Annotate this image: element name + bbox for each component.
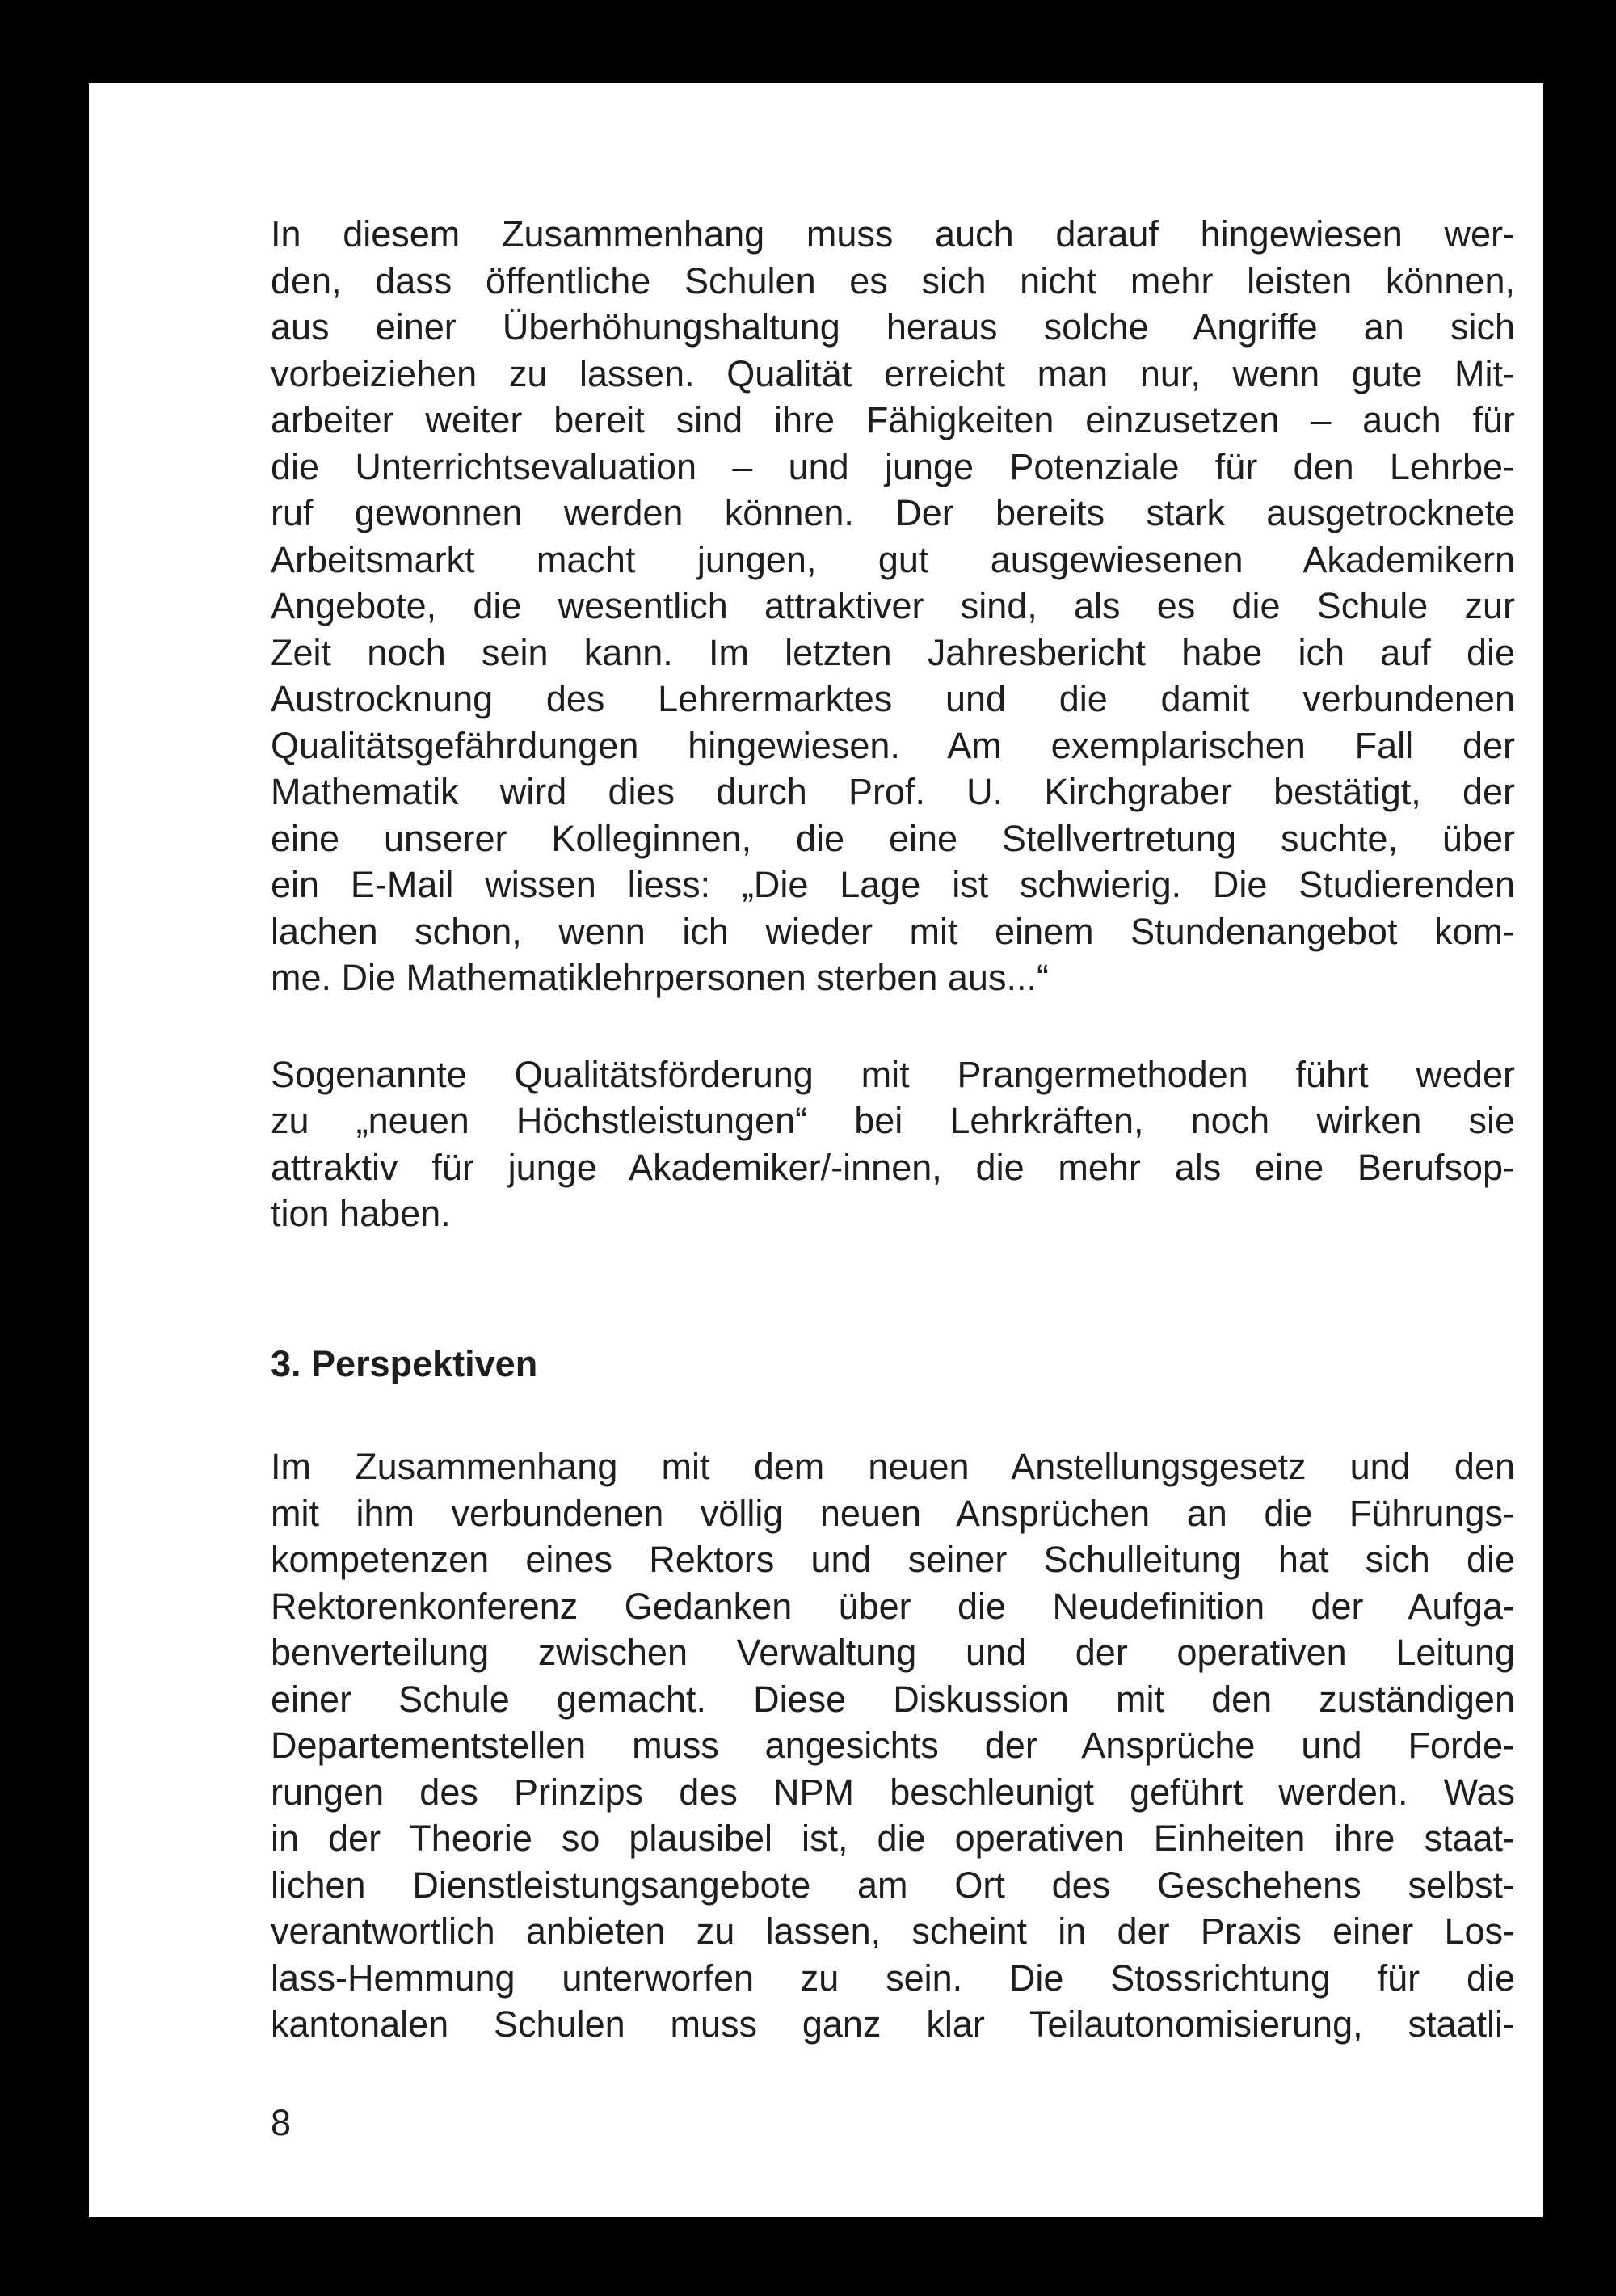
text-line: Angebote, die wesentlich attraktiver sind, als es die Schule zur xyxy=(271,585,1515,626)
text-line: die Unterrichtsevaluation – und junge Potenziale für den Lehrbe- xyxy=(271,445,1515,487)
text-line: tion haben. xyxy=(271,1193,451,1234)
text-line: Austrocknung des Lehrermarktes und die damit verbundenen xyxy=(271,678,1515,719)
text-line: Sogenannte Qualitätsförderung mit Prangermethoden führt weder xyxy=(271,1053,1515,1095)
text-line: attraktiv für junge Akademiker/-innen, die mehr als eine Berufsop- xyxy=(271,1146,1515,1188)
text-line: ein E-Mail wissen liess: „Die Lage ist schwierig. Die Studierenden xyxy=(271,864,1515,905)
text-line: verantwortlich anbieten zu lassen, scheint in der Praxis einer Los- xyxy=(271,1911,1515,1952)
section-spacer xyxy=(271,1237,1515,1341)
text-line: aus einer Überhöhungshaltung heraus solche Angriffe an sich xyxy=(271,306,1515,348)
page-content xyxy=(271,211,1515,2048)
text-line: Rektorenkonferenz Gedanken über die Neudefinition der Aufga- xyxy=(271,1585,1515,1627)
document-page xyxy=(89,83,1543,2217)
text-line: kantonalen Schulen muss ganz klar Teilautonomisierung, staatli- xyxy=(271,2003,1515,2045)
text-line: benverteilung zwischen Verwaltung und der operativen Leitung xyxy=(271,1632,1515,1673)
text-line: eine unserer Kolleginnen, die eine Stellvertretung suchte, über xyxy=(271,817,1515,859)
text-line: Departementstellen muss angesichts der Ansprüche und Forde- xyxy=(271,1725,1515,1766)
paragraph-1 xyxy=(271,211,1515,1001)
section-paragraph xyxy=(271,1443,1515,2048)
text-line: In diesem Zusammenhang muss auch darauf hingewiesen wer- xyxy=(271,213,1515,255)
page-number: 8 xyxy=(271,2102,292,2143)
text-line: einer Schule gemacht. Diese Diskussion mit den zuständigen xyxy=(271,1678,1515,1720)
text-line: lass-Hemmung unterworfen zu sein. Die Stossrichtung für die xyxy=(271,1957,1515,1999)
text-line: in der Theorie so plausibel ist, die operativen Einheiten ihre staat- xyxy=(271,1818,1515,1859)
text-line: Qualitätsgefährdungen hingewiesen. Am exemplarischen Fall der xyxy=(271,724,1515,766)
text-line: den, dass öffentliche Schulen es sich nicht mehr leisten können, xyxy=(271,259,1515,301)
text-line: zu „neuen Höchstleistungen“ bei Lehrkräften, noch wirken sie xyxy=(271,1100,1515,1141)
text-line: arbeiter weiter bereit sind ihre Fähigkeiten einzusetzen – auch für xyxy=(271,399,1515,440)
paragraph-2 xyxy=(271,1051,1515,1237)
text-line: Arbeitsmarkt macht jungen, gut ausgewiesenen Akademikern xyxy=(271,538,1515,580)
text-line: Zeit noch sein kann. Im letzten Jahresbericht habe ich auf die xyxy=(271,631,1515,673)
text-line: Mathematik wird dies durch Prof. U. Kirchgraber bestätigt, der xyxy=(271,771,1515,812)
section-heading: 3. Perspektiven xyxy=(271,1342,538,1384)
text-line: mit ihm verbundenen völlig neuen Ansprüchen an die Führungs- xyxy=(271,1492,1515,1534)
text-line: ruf gewonnen werden können. Der bereits stark ausgetrocknete xyxy=(271,492,1515,533)
heading-spacer xyxy=(271,1387,1515,1443)
text-line: me. Die Mathematiklehrpersonen sterben aus...“ xyxy=(271,957,1049,998)
text-line: kompetenzen eines Rektors und seiner Schulleitung hat sich die xyxy=(271,1539,1515,1580)
text-line: rungen des Prinzips des NPM beschleunigt geführt werden. Was xyxy=(271,1771,1515,1813)
text-line: Im Zusammenhang mit dem neuen Anstellungsgesetz und den xyxy=(271,1446,1515,1487)
paragraph-spacer xyxy=(271,1001,1515,1051)
text-line: vorbeiziehen zu lassen. Qualität erreicht man nur, wenn gute Mit- xyxy=(271,352,1515,394)
text-line: lachen schon, wenn ich wieder mit einem Stundenangebot kom- xyxy=(271,910,1515,952)
text-line: lichen Dienstleistungsangebote am Ort des Geschehens selbst- xyxy=(271,1864,1515,1906)
